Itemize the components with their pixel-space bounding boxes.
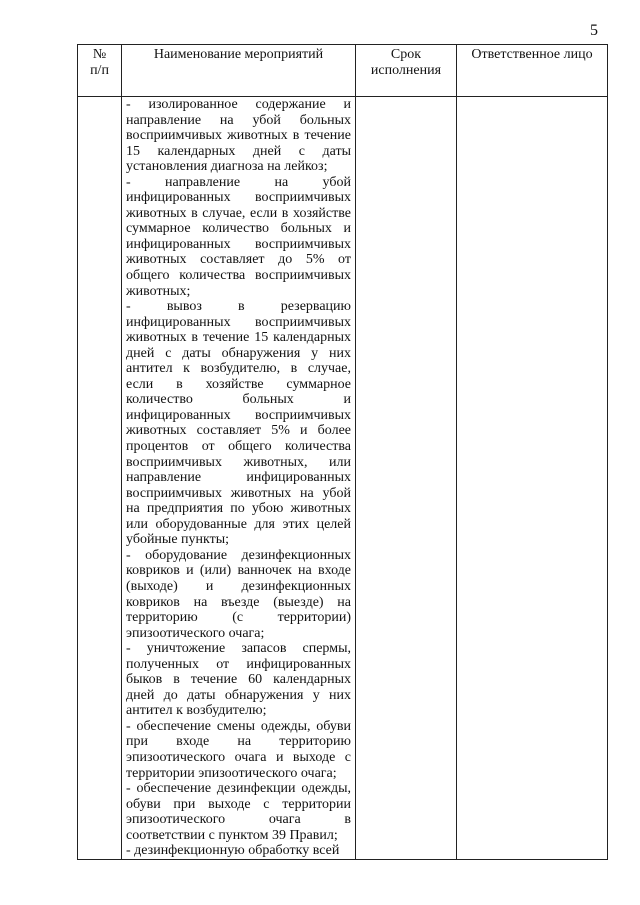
page-number: 5 xyxy=(590,22,598,39)
measure-item: - дезинфекционную обработку всей xyxy=(126,843,340,859)
measure-item: - уничтожение запасов спермы, полученных от инфицированных быков в течение 60 календарных дней до даты обнаружения у них антител к возбудителю; xyxy=(126,641,351,719)
measure-item: - направление на убой инфицированных восприимчивых животных в случае, если в хозяйстве суммарное количество больных и инфицированных восприимчивых животных составляет до 5% от общего количества восприимчивых животных; xyxy=(126,174,351,299)
header-term-line1: Срок xyxy=(390,47,422,62)
measure-item: - обеспечение смены одежды, обуви при входе на территорию эпизоотического очага и выходе с территории эпизоотического очага; xyxy=(126,718,351,781)
cell-term xyxy=(356,97,457,860)
header-number-abbr: п/п xyxy=(90,63,109,78)
header-responsible: Ответственное лицо xyxy=(457,45,608,97)
header-number xyxy=(78,45,122,97)
header-number-sign: № xyxy=(92,47,107,62)
cell-responsible xyxy=(457,97,608,860)
header-term-line2: исполнения xyxy=(370,63,442,78)
header-measures: Наименование мероприятий xyxy=(122,45,356,97)
measure-item: - вывоз в резервацию инфицированных восприимчивых животных в течение 15 календарных дней с даты обнаружения у них антител к возбудителю, в случае, если в хозяйстве суммарное количество больных и инфицированных восприимчивых животных составляет 5% и более процентов от общего количества восприимчивых животных, или направление инфицированных восприимчивых животных на убой на предприятия по убою животных или оборудованные для этих целей убойные пункты; xyxy=(126,299,351,548)
measure-item: - оборудование дезинфекционных ковриков и (или) ванночек на входе (выходе) и дезинфекционных ковриков на въезде (выезде) на территорию (с территории) эпизоотического очага; xyxy=(126,547,351,641)
cell-number xyxy=(78,97,122,860)
measure-item: - обеспечение дезинфекции одежды, обуви при выходе с территории эпизоотического очага в соответствии с пунктом 39 Правил; xyxy=(126,781,351,843)
table-header-row xyxy=(78,45,608,97)
header-term xyxy=(356,45,457,97)
table-row xyxy=(78,97,608,860)
cell-measures xyxy=(122,97,356,860)
measures-table xyxy=(77,44,608,860)
measure-item: - изолированное содержание и направление на убой больных восприимчивых животных в течение 15 календарных дней с даты установления диагноза на лейкоз; xyxy=(126,97,351,175)
